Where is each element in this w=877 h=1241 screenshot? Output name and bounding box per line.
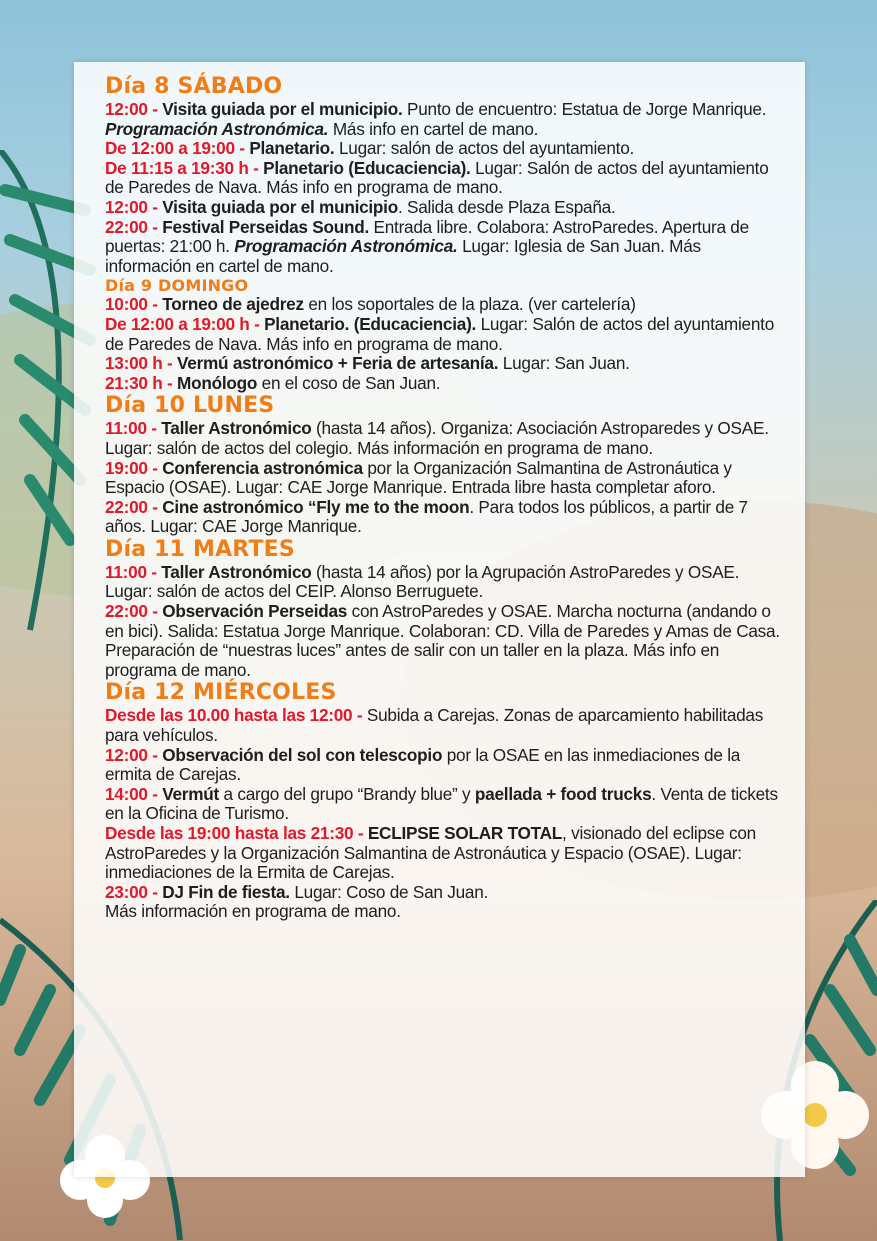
event-text: (hasta 14 años). Organiza: Asociación Astroparedes y OSAE. Lugar: salón de actos del colegio. Más información en programa de mano. bbox=[105, 418, 769, 458]
event-title: ECLIPSE SOLAR TOTAL bbox=[367, 823, 563, 843]
event-time: 19:00 - bbox=[105, 457, 163, 478]
event bbox=[105, 498, 785, 537]
event-title: Taller Astronómico bbox=[161, 418, 312, 439]
event-time: 21:30 h - bbox=[105, 372, 178, 393]
day-heading: Día 11 MARTES bbox=[105, 536, 295, 562]
event bbox=[105, 883, 785, 903]
event-title: Visita guiada por el municipio. bbox=[162, 99, 403, 119]
event bbox=[105, 706, 785, 745]
event-time: 22:00 - bbox=[105, 601, 163, 622]
event-title: Planetario (Educaciencia). bbox=[263, 157, 471, 178]
event-title: Planetario. bbox=[249, 138, 335, 159]
event bbox=[105, 354, 785, 374]
event-title: Cine astronómico “Fly me to the moon bbox=[162, 496, 470, 517]
event-time: 22:00 - bbox=[105, 496, 163, 517]
event-title: Torneo de ajedrez bbox=[162, 294, 304, 315]
event-time: 12:00 - bbox=[105, 99, 163, 119]
event-time: 12:00 - bbox=[105, 196, 163, 217]
event-time: 11:00 - bbox=[105, 561, 162, 582]
event-time: 11:00 - bbox=[105, 418, 162, 439]
event bbox=[105, 374, 785, 394]
event-title: Observación del sol con telescopio bbox=[162, 744, 443, 765]
day-heading: Día 8 SÁBADO bbox=[105, 74, 283, 99]
event-time: Desde las 10.00 hasta las 12:00 - bbox=[105, 705, 367, 726]
event-time: 14:00 - bbox=[105, 783, 163, 804]
event-title: Taller Astronómico bbox=[161, 561, 312, 582]
event-text: Lugar: salón de actos del ayuntamiento. bbox=[334, 138, 635, 159]
event-text: Lugar: Coso de San Juan. bbox=[289, 881, 489, 902]
event-text: Lugar: San Juan. bbox=[498, 353, 630, 374]
event-title-secondary: Programación Astronómica. bbox=[234, 236, 458, 257]
event-text: Lugar: Salón de actos del ayuntamiento de Paredes de Nava. Más info en programa de mano. bbox=[105, 157, 769, 198]
event-title-secondary: paellada + food trucks bbox=[474, 783, 652, 804]
event-time: 22:00 - bbox=[105, 216, 163, 237]
event-time: 13:00 h - bbox=[105, 353, 178, 374]
event-time: De 12:00 a 19:00 h - bbox=[105, 313, 265, 334]
event bbox=[105, 785, 785, 824]
event-text: Lugar: Iglesia de San Juan. Más información en cartel de mano. bbox=[105, 236, 701, 276]
event-time: De 12:00 a 19:00 - bbox=[105, 138, 250, 159]
event bbox=[105, 563, 785, 602]
event-title: DJ Fin de fiesta. bbox=[162, 881, 290, 902]
event-text: Lugar: Salón de actos del ayuntamiento de Paredes de Nava. Más info en programa de mano. bbox=[105, 313, 774, 354]
event bbox=[105, 218, 785, 277]
event-title: Festival Perseidas Sound. bbox=[162, 216, 369, 237]
event-time: De 11:15 a 19:30 h - bbox=[105, 157, 264, 178]
event bbox=[105, 746, 785, 785]
event-text: Más info en cartel de mano. bbox=[328, 118, 539, 139]
event bbox=[105, 419, 785, 458]
event bbox=[105, 139, 785, 159]
event-time: 12:00 - bbox=[105, 744, 163, 765]
event-text: . Venta de tickets en la Oficina de Turismo. bbox=[105, 783, 778, 824]
event-text: por la Organización Salmantina de Astronáutica y Espacio (OSAE). Lugar: CAE Jorge Manrique. Entrada libre hasta completar aforo. bbox=[105, 457, 732, 498]
event-title: Visita guiada por el municipio bbox=[162, 196, 398, 217]
event bbox=[105, 198, 785, 218]
event-text: , visionado del eclipse con AstroParedes y la Organización Salmantina de Astronáutica y Espacio (OSAE). Lugar: inmediaciones de la Ermita de Carejas. bbox=[105, 823, 756, 883]
event bbox=[105, 159, 785, 198]
day-heading: Día 10 LUNES bbox=[105, 393, 275, 419]
event bbox=[105, 459, 785, 498]
program-content bbox=[105, 74, 785, 922]
day-heading: Día 9 DOMINGO bbox=[105, 276, 249, 296]
event-title: Conferencia astronómica bbox=[162, 457, 363, 478]
event-title: Vermú astronómico + Feria de artesanía. bbox=[177, 353, 499, 374]
event-text: a cargo del grupo “Brandy blue” y bbox=[219, 783, 475, 804]
event-time: 10:00 - bbox=[105, 294, 163, 315]
event-text: (hasta 14 años) por la Agrupación AstroParedes y OSAE. Lugar: salón de actos del CEIP. Alonso Berruguete. bbox=[105, 561, 740, 602]
event-text: en los soportales de la plaza. (ver cartelería) bbox=[303, 294, 636, 315]
event-title: Monólogo bbox=[177, 372, 258, 393]
event-text: por la OSAE en las inmediaciones de la ermita de Carejas. bbox=[105, 744, 741, 785]
event-text: con AstroParedes y OSAE. Marcha nocturna (andando o en bici). Salida: Estatua Jorge Manrique. Colaboran: CD. Villa de Paredes y Amas de Casa. Preparación de “nuestras luces” antes de salir con un taller en la plaza. Más info en programa de mano. bbox=[105, 601, 780, 680]
event bbox=[105, 100, 785, 139]
event-title: Planetario. (Educaciencia). bbox=[264, 313, 477, 334]
event-title: Observación Perseidas bbox=[162, 601, 348, 622]
footer-note: Más información en programa de mano. bbox=[105, 901, 401, 922]
event-title-secondary: Programación Astronómica. bbox=[105, 118, 329, 139]
event-text: . Para todos los públicos, a partir de 7 años. Lugar: CAE Jorge Manrique. bbox=[105, 496, 748, 537]
event-text: en el coso de San Juan. bbox=[257, 372, 441, 393]
event bbox=[105, 295, 785, 315]
day-heading: Día 12 MIÉRCOLES bbox=[105, 680, 337, 706]
event bbox=[105, 602, 785, 680]
event-text: Subida a Carejas. Zonas de aparcamiento habilitadas para vehículos. bbox=[105, 705, 764, 746]
event-text: Punto de encuentro: Estatua de Jorge Manrique. bbox=[402, 99, 767, 119]
event bbox=[105, 824, 785, 883]
event bbox=[105, 315, 785, 354]
event-title: Vermút bbox=[162, 783, 220, 804]
event-text: Entrada libre. Colabora: AstroParedes. Apertura de puertas: 21:00 h. bbox=[105, 216, 749, 257]
event-time: 23:00 - bbox=[105, 881, 163, 902]
event-text: . Salida desde Plaza España. bbox=[397, 196, 616, 217]
event-time: Desde las 19:00 hasta las 21:30 - bbox=[105, 823, 368, 843]
